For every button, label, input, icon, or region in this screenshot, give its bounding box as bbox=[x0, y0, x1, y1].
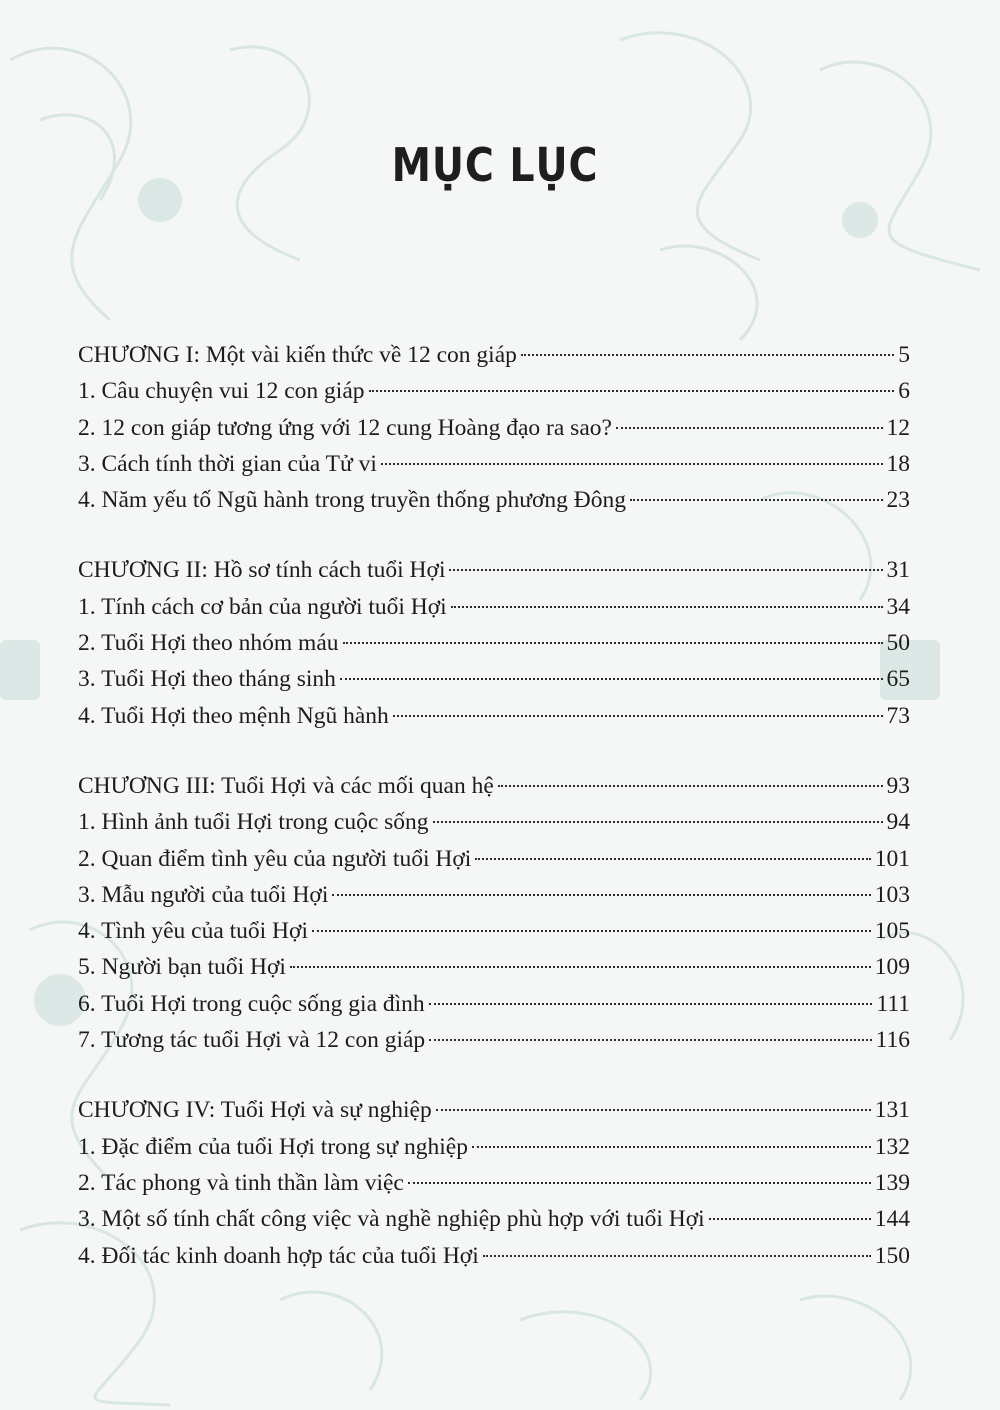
toc-entry-title: 3. Mẫu người của tuổi Hợi bbox=[78, 881, 329, 908]
table-of-contents bbox=[78, 337, 910, 1308]
toc-entry-title: 4. Tình yêu của tuổi Hợi bbox=[78, 918, 308, 945]
dot-leader bbox=[429, 1003, 873, 1005]
toc-entry-title: 7. Tương tác tuổi Hợi và 12 con giáp bbox=[78, 1027, 426, 1054]
toc-chapter-entry bbox=[78, 768, 910, 804]
toc-page-number: 12 bbox=[886, 414, 910, 441]
toc-entry bbox=[78, 1165, 910, 1201]
toc-page-number: 144 bbox=[874, 1206, 910, 1233]
toc-entry bbox=[78, 482, 910, 518]
dot-leader bbox=[408, 1182, 871, 1184]
toc-page-number: 111 bbox=[876, 990, 910, 1017]
toc-entry-title: 1. Đặc điểm của tuổi Hợi trong sự nghiệp bbox=[78, 1133, 468, 1160]
dot-leader bbox=[433, 821, 883, 823]
toc-entry bbox=[78, 625, 910, 661]
toc-page-number: 150 bbox=[874, 1242, 910, 1269]
toc-entry-title: 3. Tuổi Hợi theo tháng sinh bbox=[78, 666, 336, 693]
toc-entry bbox=[78, 949, 910, 985]
toc-entry-title: CHƯƠNG I: Một vài kiến thức về 12 con giáp bbox=[78, 342, 517, 368]
toc-entry-title: 2. 12 con giáp tương ứng với 12 cung Hoàng đạo ra sao? bbox=[78, 414, 612, 441]
toc-page-number: 65 bbox=[886, 666, 910, 693]
toc-page-number: 18 bbox=[886, 450, 910, 477]
dot-leader bbox=[616, 427, 883, 429]
toc-page-number: 105 bbox=[874, 918, 910, 945]
dot-leader bbox=[290, 966, 871, 968]
toc-chapter-entry bbox=[78, 337, 910, 373]
toc-entry-title: 1. Hình ảnh tuổi Hợi trong cuộc sống bbox=[78, 809, 429, 836]
toc-chapter-entry bbox=[78, 1092, 910, 1128]
toc-page-number: 73 bbox=[886, 702, 910, 729]
dot-leader bbox=[521, 354, 894, 356]
toc-entry-title: 2. Tuổi Hợi theo nhóm máu bbox=[78, 630, 339, 657]
toc-page-number: 109 bbox=[874, 954, 910, 981]
toc-entry-title: 2. Tác phong và tinh thần làm việc bbox=[78, 1169, 404, 1196]
dot-leader bbox=[312, 930, 871, 932]
dot-leader bbox=[630, 499, 883, 501]
toc-page-number: 31 bbox=[886, 557, 910, 584]
toc-page-number: 5 bbox=[898, 342, 910, 368]
dot-leader bbox=[332, 894, 870, 896]
toc-entry bbox=[78, 589, 910, 625]
dot-leader bbox=[340, 678, 883, 680]
toc-page-number: 132 bbox=[874, 1133, 910, 1160]
toc-page-number: 50 bbox=[886, 630, 910, 657]
toc-section bbox=[78, 768, 910, 1058]
toc-page-number: 139 bbox=[874, 1169, 910, 1196]
toc-page-number: 131 bbox=[874, 1097, 910, 1124]
dot-leader bbox=[709, 1218, 871, 1220]
dot-leader bbox=[369, 390, 895, 392]
toc-page-number: 94 bbox=[886, 809, 910, 836]
toc-entry-title: 4. Năm yếu tố Ngũ hành trong truyền thống phương Đông bbox=[78, 487, 626, 514]
toc-entry-title: 4. Tuổi Hợi theo mệnh Ngũ hành bbox=[78, 702, 389, 729]
dot-leader bbox=[449, 569, 882, 571]
toc-entry-title: 1. Tính cách cơ bản của người tuổi Hợi bbox=[78, 593, 447, 620]
dot-leader bbox=[381, 463, 883, 465]
toc-entry-title: CHƯƠNG II: Hồ sơ tính cách tuổi Hợi bbox=[78, 557, 446, 584]
toc-entry bbox=[78, 373, 910, 409]
toc-entry-title: 5. Người bạn tuổi Hợi bbox=[78, 954, 286, 981]
dot-leader bbox=[343, 642, 883, 644]
toc-entry-title: 6. Tuổi Hợi trong cuộc sống gia đình bbox=[78, 990, 425, 1017]
toc-entry bbox=[78, 1022, 910, 1058]
toc-page-number: 101 bbox=[874, 845, 910, 872]
dot-leader bbox=[429, 1039, 871, 1041]
toc-entry bbox=[78, 1129, 910, 1165]
dot-leader bbox=[498, 785, 883, 787]
toc-entry bbox=[78, 446, 910, 482]
toc-entry bbox=[78, 841, 910, 877]
dot-leader bbox=[436, 1109, 871, 1111]
dot-leader bbox=[451, 606, 883, 608]
toc-section bbox=[78, 552, 910, 733]
toc-entry bbox=[78, 877, 910, 913]
dot-leader bbox=[475, 858, 870, 860]
toc-section bbox=[78, 337, 910, 518]
toc-section bbox=[78, 1092, 910, 1273]
dot-leader bbox=[472, 1146, 871, 1148]
toc-entry-title: 3. Một số tính chất công việc và nghề nghiệp phù hợp với tuổi Hợi bbox=[78, 1206, 705, 1233]
toc-chapter-entry bbox=[78, 552, 910, 588]
toc-entry-title: CHƯƠNG III: Tuổi Hợi và các mối quan hệ bbox=[78, 772, 494, 799]
toc-page-number: 93 bbox=[886, 772, 910, 799]
toc-entry-title: 4. Đối tác kinh doanh hợp tác của tuổi Hợi bbox=[78, 1242, 479, 1269]
toc-page-number: 6 bbox=[898, 378, 910, 405]
toc-page-number: 34 bbox=[886, 593, 910, 620]
toc-entry-title: CHƯƠNG IV: Tuổi Hợi và sự nghiệp bbox=[78, 1097, 432, 1124]
page-title: MỤC LỤC bbox=[391, 138, 599, 192]
toc-entry bbox=[78, 410, 910, 446]
toc-page-number: 23 bbox=[886, 487, 910, 514]
toc-entry-title: 2. Quan điểm tình yêu của người tuổi Hợi bbox=[78, 845, 472, 872]
toc-page-number: 103 bbox=[874, 881, 910, 908]
toc-entry bbox=[78, 804, 910, 840]
toc-entry-title: 1. Câu chuyện vui 12 con giáp bbox=[78, 378, 365, 405]
toc-entry bbox=[78, 698, 910, 734]
toc-entry bbox=[78, 986, 910, 1022]
toc-entry bbox=[78, 1201, 910, 1237]
toc-entry bbox=[78, 913, 910, 949]
dot-leader bbox=[483, 1255, 871, 1257]
toc-entry bbox=[78, 661, 910, 697]
dot-leader bbox=[393, 715, 883, 717]
toc-entry-title: 3. Cách tính thời gian của Tử vi bbox=[78, 450, 377, 477]
toc-entry bbox=[78, 1238, 910, 1274]
toc-page-number: 116 bbox=[875, 1027, 910, 1054]
